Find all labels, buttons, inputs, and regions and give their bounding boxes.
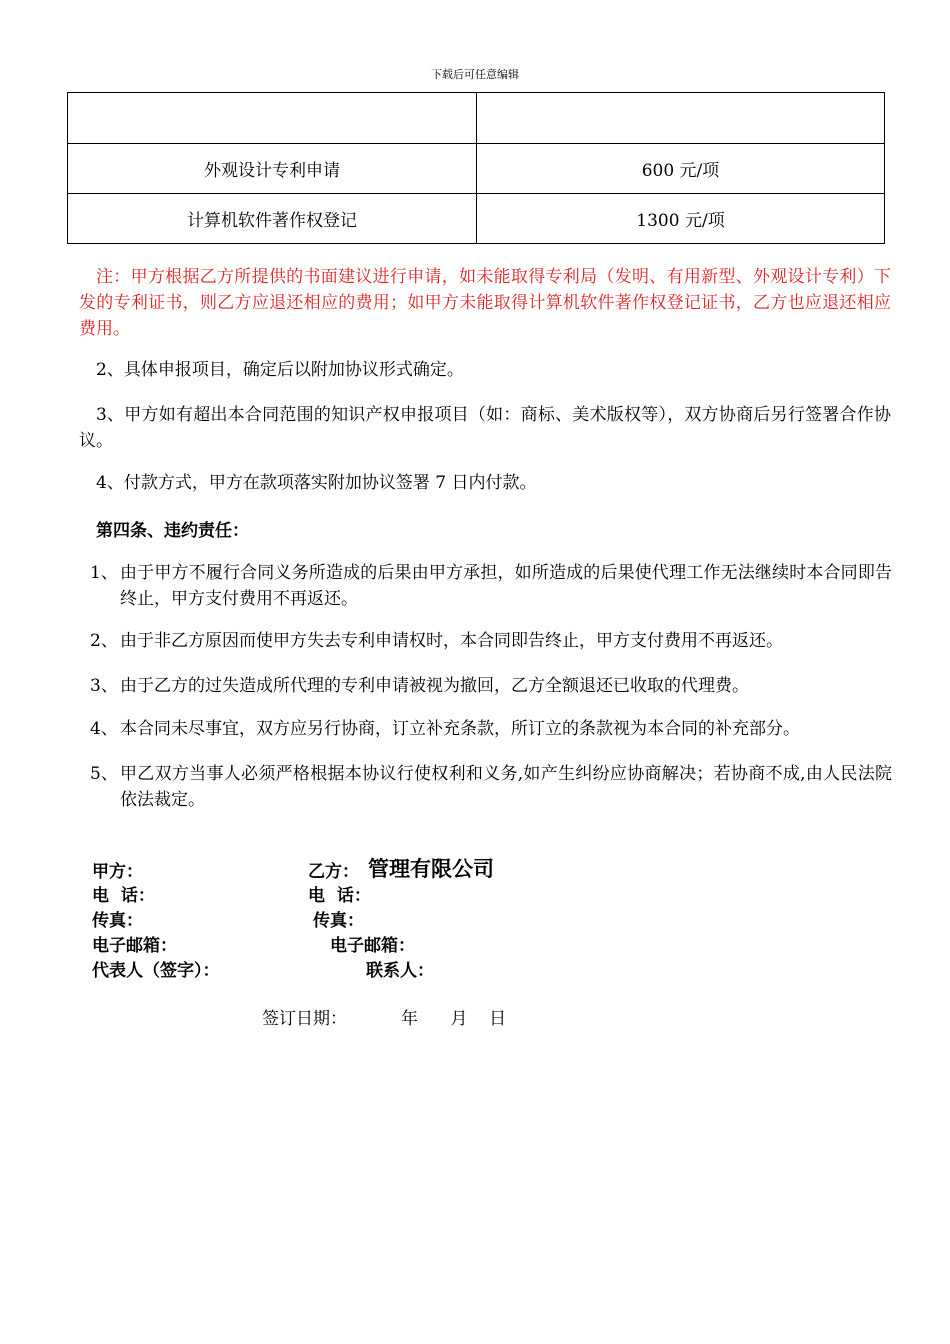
list-item	[90, 716, 892, 742]
list-text: 本合同未尽事宜，双方应另行协商，订立补充条款，所订立的条款视为本合同的补充部分。	[120, 719, 800, 739]
party-b-company: 管理有限公司	[368, 857, 494, 881]
table-cell	[68, 93, 477, 144]
list-text: 由于甲方不履行合同义务所造成的后果由甲方承担，如所造成的后果使代理工作无法继续时本合同即告终止，甲方支付费用不再返还。	[120, 563, 892, 609]
signing-date: 签订日期： 年 月 日	[262, 1009, 507, 1029]
table-row	[68, 144, 885, 194]
table-cell	[477, 93, 885, 144]
party-a-representative: 代表人（签字）：	[92, 961, 220, 981]
clause-paragraph: 4、付款方式，甲方在款项落实附加协议签署 7 日内付款。	[96, 473, 537, 493]
fee-table	[67, 92, 885, 244]
clause-paragraph: 2、具体申报项目，确定后以附加协议形式确定。	[96, 360, 464, 380]
list-item	[90, 560, 892, 612]
list-text: 由于非乙方原因而使甲方失去专利申请权时，本合同即告终止，甲方支付费用不再返还。	[120, 631, 783, 651]
section-title: 第四条、违约责任：	[96, 521, 249, 541]
service-price-cell: 600 元/项	[477, 144, 885, 194]
list-number: 3、	[90, 676, 118, 696]
list-number: 1、	[90, 563, 118, 583]
refund-note: 注：甲方根据乙方所提供的书面建议进行申请，如未能取得专利局（发明、有用新型、外观设计专利）下发的专利证书，则乙方应退还相应的费用；如甲方未能取得计算机软件著作权登记证书，乙方也应退还相应费用。	[79, 267, 891, 339]
list-text: 由于乙方的过失造成所代理的专利申请被视为撤回，乙方全额退还已收取的代理费。	[120, 676, 749, 696]
party-b-phone: 电 话：	[308, 886, 371, 906]
service-name-cell: 外观设计专利申请	[68, 144, 477, 194]
page-header: 下载后可任意编辑	[431, 68, 519, 81]
clause-paragraph: 3、甲方如有超出本合同范围的知识产权申报项目（如：商标、美术版权等），双方协商后另行签署合作协议。	[79, 405, 891, 451]
list-number: 2、	[90, 631, 118, 651]
party-a-phone: 电 话：	[92, 886, 155, 906]
party-b-email: 电子邮箱：	[330, 936, 415, 956]
party-b-label: 乙方：	[308, 862, 359, 882]
party-b-contact: 联系人：	[366, 961, 434, 981]
table-row	[68, 194, 885, 244]
list-text: 甲乙双方当事人必须严格根据本协议行使权利和义务,如产生纠纷应协商解决；若协商不成,由人民法院依法裁定。	[120, 764, 892, 810]
table-row	[68, 93, 885, 144]
list-number: 4、	[90, 719, 118, 739]
party-a-label: 甲方：	[92, 862, 143, 882]
list-item	[90, 628, 892, 654]
list-item	[90, 673, 892, 699]
party-b-fax: 传真：	[313, 911, 364, 931]
service-price-cell: 1300 元/项	[477, 194, 885, 244]
party-a-fax: 传真：	[92, 911, 143, 931]
list-item	[90, 761, 892, 813]
list-number: 5、	[90, 764, 118, 784]
service-name-cell: 计算机软件著作权登记	[68, 194, 477, 244]
party-a-email: 电子邮箱：	[92, 936, 177, 956]
